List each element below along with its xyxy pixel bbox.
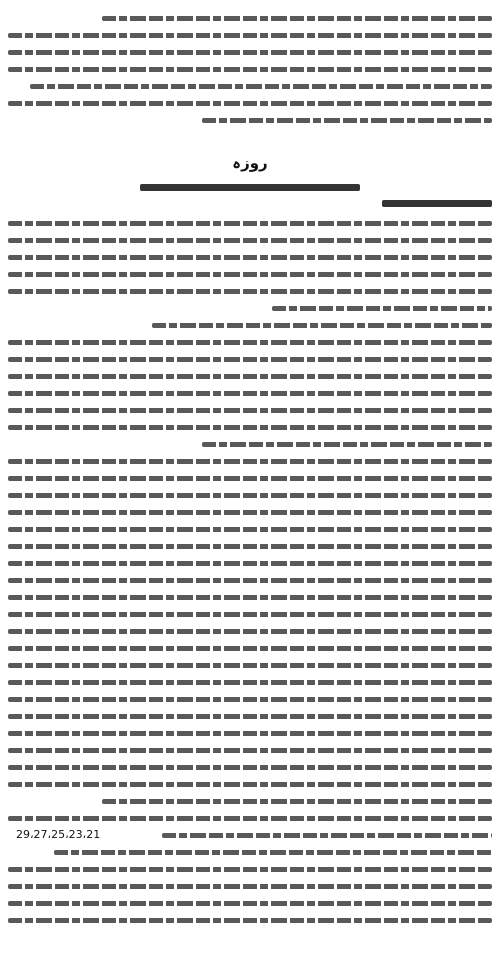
text-line: [8, 321, 492, 330]
article-subtitle: [140, 182, 360, 191]
text-line: [8, 338, 492, 347]
text-line: [8, 474, 492, 483]
paragraph-body-3: [8, 457, 492, 806]
text-line: [8, 491, 492, 500]
text-line: [8, 65, 492, 74]
paragraph-body-4: [8, 814, 492, 857]
article-subheading-wrap: [8, 182, 492, 191]
text-line: [8, 661, 492, 670]
text-line: [8, 31, 492, 40]
text-line: [8, 610, 492, 619]
text-line: [8, 678, 492, 687]
text-line: [8, 389, 492, 398]
text-line: [8, 99, 492, 108]
text-line: [8, 593, 492, 602]
text-line: [8, 644, 492, 653]
text-line: [8, 270, 492, 279]
text-line: [8, 797, 492, 806]
text-line: [8, 916, 492, 925]
text-line: [8, 304, 492, 313]
text-line: [8, 253, 492, 262]
author-name: [8, 197, 492, 211]
text-line: [8, 746, 492, 755]
text-line: [8, 882, 492, 891]
text-line: [8, 848, 492, 857]
text-line: [8, 763, 492, 772]
text-line: [8, 576, 492, 585]
article-heading: [8, 153, 492, 172]
text-line: [8, 627, 492, 636]
text-line: [8, 712, 492, 721]
text-line: [8, 219, 492, 228]
odd-nights-numbers: 29،27،25،23،21: [16, 828, 101, 841]
text-line: [8, 236, 492, 245]
text-line: [8, 14, 492, 23]
text-line: [8, 406, 492, 415]
text-line: [8, 508, 492, 517]
text-line: [8, 287, 492, 296]
text-line: [8, 82, 492, 91]
text-line: [8, 814, 492, 823]
text-line: [8, 695, 492, 704]
paragraph-body-1: [8, 219, 492, 313]
paragraph-body-2: [8, 321, 492, 449]
text-line: [8, 440, 492, 449]
text-line: [8, 372, 492, 381]
text-line: [8, 355, 492, 364]
text-line: [8, 899, 492, 908]
paragraph-closing: [8, 865, 492, 925]
text-line: [8, 457, 492, 466]
text-line: [8, 780, 492, 789]
paragraph-intro: [8, 14, 492, 125]
text-line: [8, 828, 492, 841]
text-line: [8, 423, 492, 432]
text-line: [8, 48, 492, 57]
article-title: روزہ: [232, 154, 268, 172]
text-line: [8, 865, 492, 874]
text-line: [8, 116, 492, 125]
text-line: [8, 525, 492, 534]
text-line: [8, 542, 492, 551]
text-line: [8, 729, 492, 738]
text-line: [8, 559, 492, 568]
